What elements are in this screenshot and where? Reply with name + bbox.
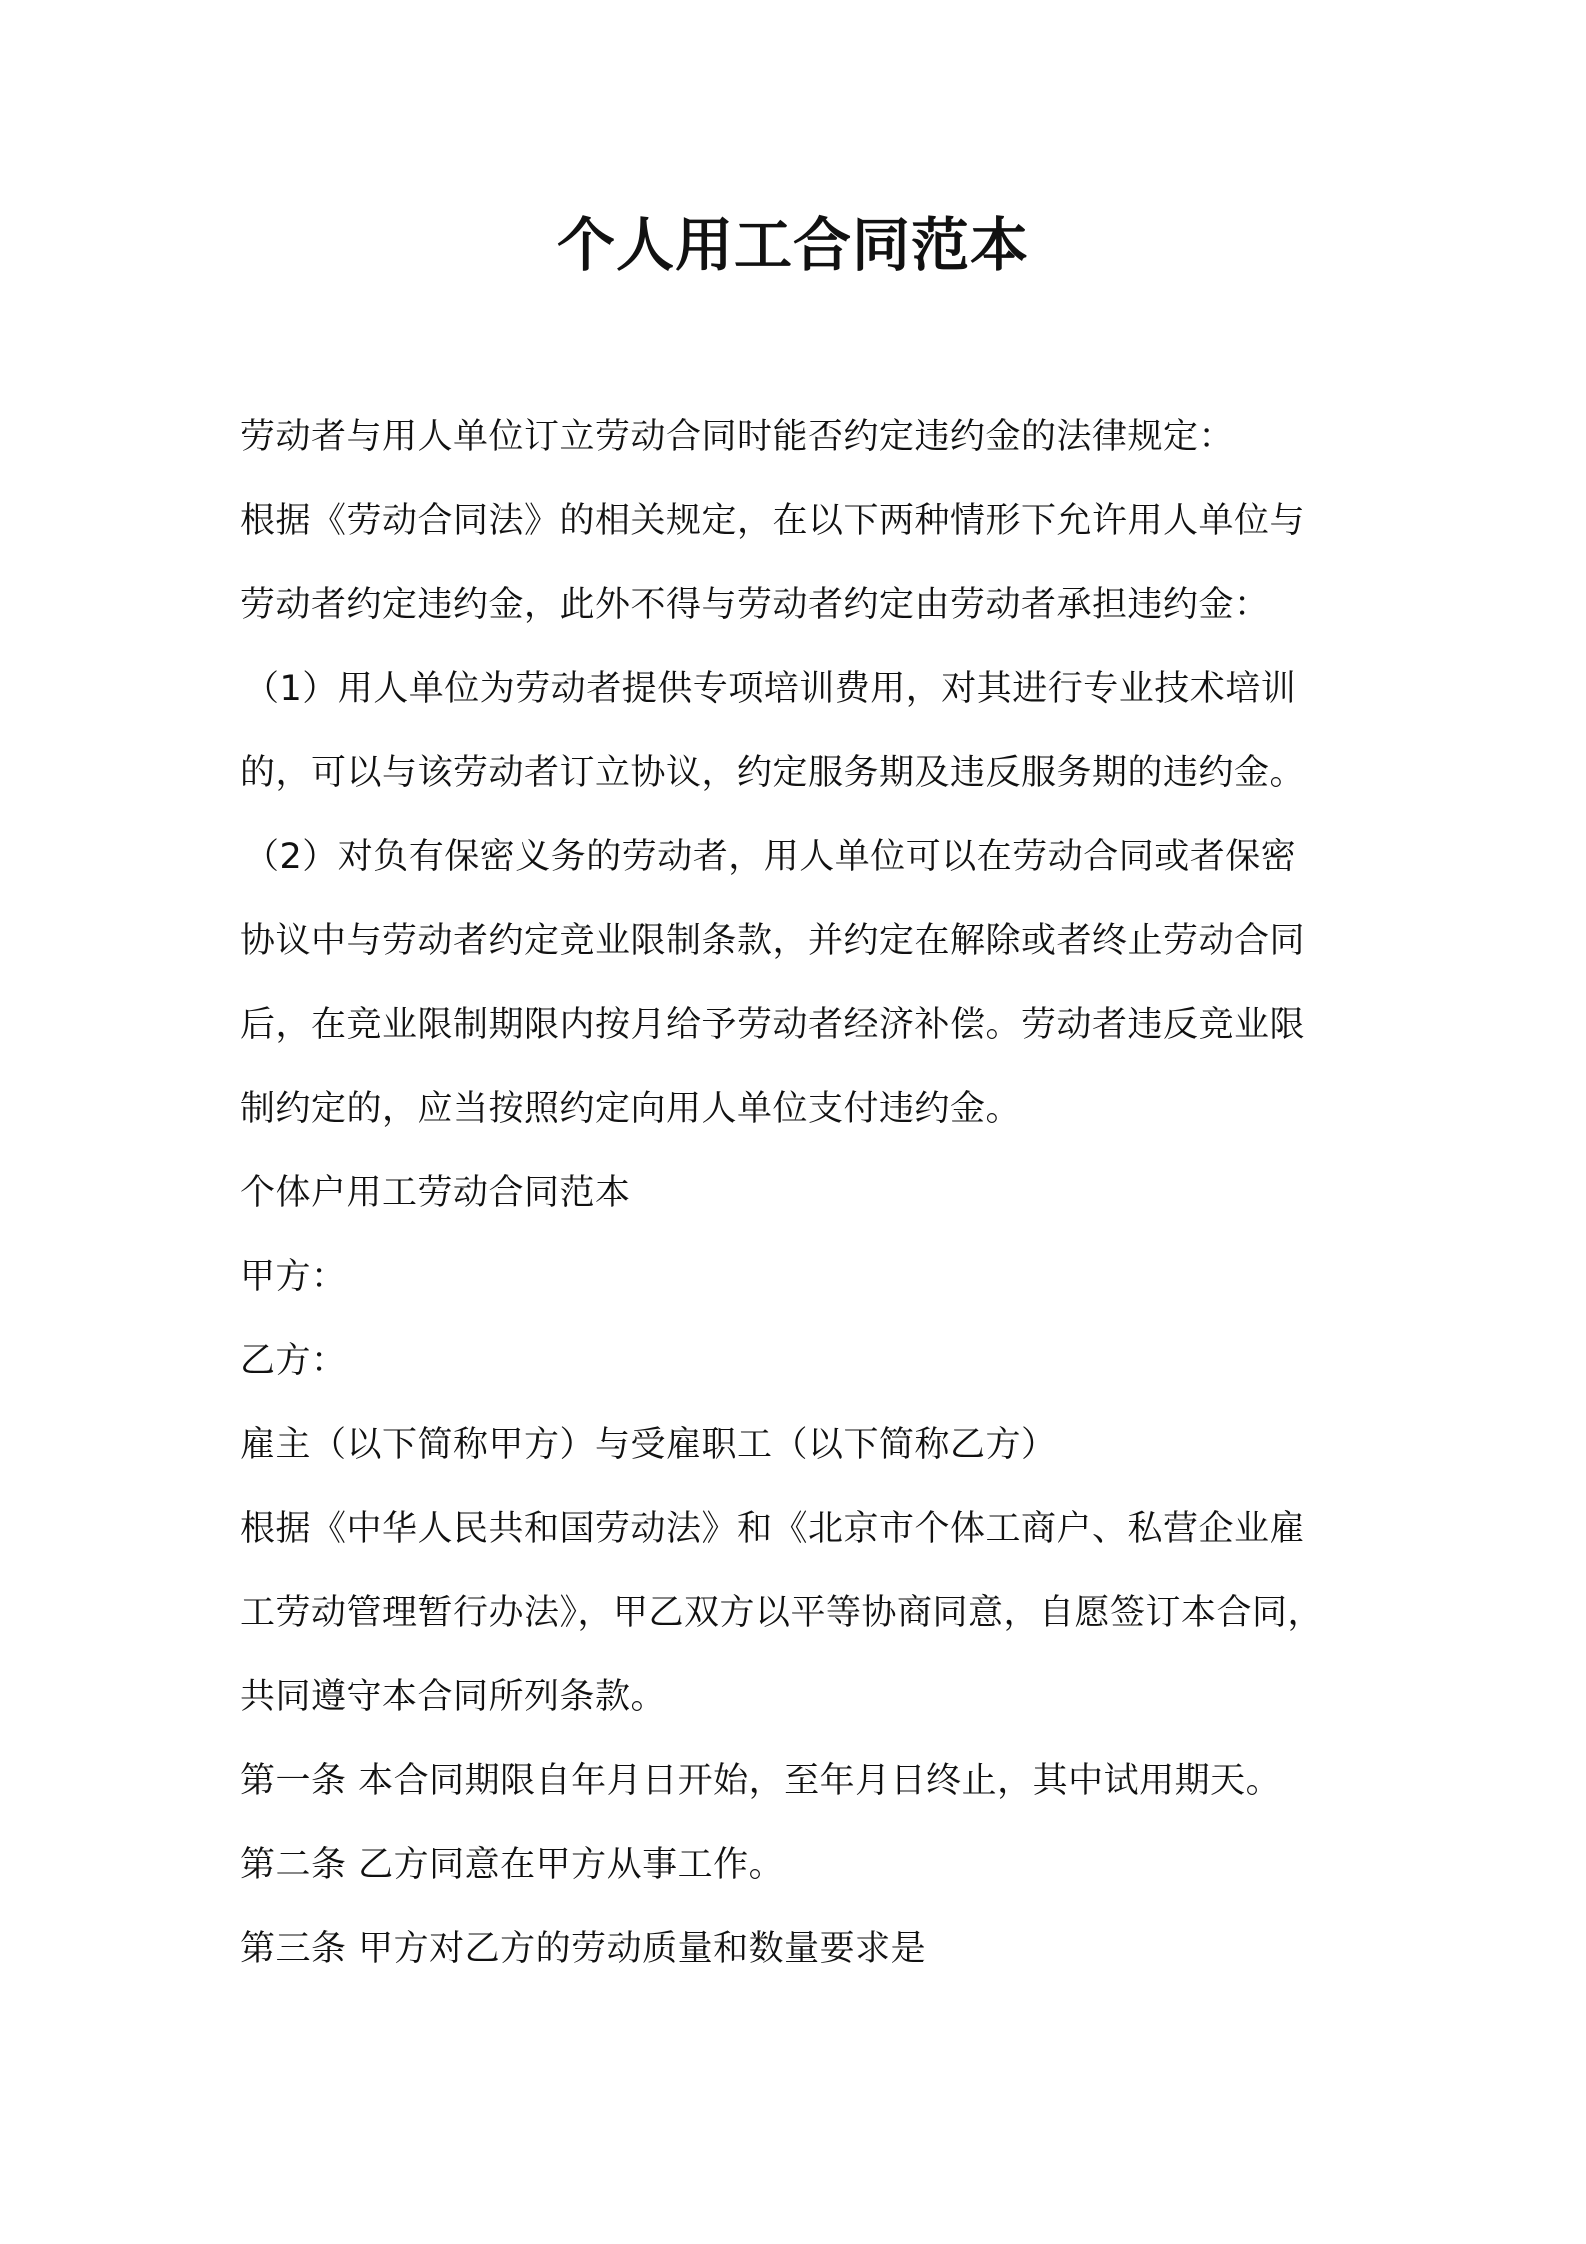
paragraph-line: 根据《劳动合同法》的相关规定，在以下两种情形下允许用人单位与 [240,501,1306,541]
party-b-label: 乙方： [240,1341,347,1381]
paragraph-line: 协议中与劳动者约定竞业限制条款，并约定在解除或者终止劳动合同 [240,921,1306,961]
paragraph-line: 共同遵守本合同所列条款。 [240,1677,667,1717]
paragraph-line: 制约定的，应当按照约定向用人单位支付违约金。 [240,1089,1022,1129]
paragraph-line: 劳动者约定违约金，此外不得与劳动者约定由劳动者承担违约金： [240,585,1270,625]
paragraph-line: 工劳动管理暂行办法》，甲乙双方以平等协商同意，自愿签订本合同， [240,1593,1324,1633]
section-heading: 个体户用工劳动合同范本 [240,1173,631,1213]
paragraph-line: 劳动者与用人单位订立劳动合同时能否约定违约金的法律规定： [240,417,1235,457]
paragraph-line: （1）用人单位为劳动者提供专项培训费用，对其进行专业技术培训 [244,669,1297,709]
article-1: 第一条 本合同期限自年月日开始，至年月日终止，其中试用期天。 [240,1761,1282,1801]
paragraph-line: 的，可以与该劳动者订立协议，约定服务期及违反服务期的违约金。 [240,753,1306,793]
article-2: 第二条 乙方同意在甲方从事工作。 [240,1845,785,1885]
paragraph-line: 雇主（以下简称甲方）与受雇职工（以下简称乙方） [240,1425,1057,1465]
paragraph-line: 后，在竞业限制期限内按月给予劳动者经济补偿。劳动者违反竞业限 [240,1005,1306,1045]
paragraph-line: 根据《中华人民共和国劳动法》和《北京市个体工商户、私营企业雇 [240,1509,1306,1549]
document-body [240,395,1380,1991]
article-3: 第三条 甲方对乙方的劳动质量和数量要求是 [240,1929,927,1969]
document-title: 个人用工合同范本 [556,211,1029,279]
party-a-label: 甲方： [240,1257,347,1297]
paragraph-line: （2）对负有保密义务的劳动者，用人单位可以在劳动合同或者保密 [244,837,1297,877]
